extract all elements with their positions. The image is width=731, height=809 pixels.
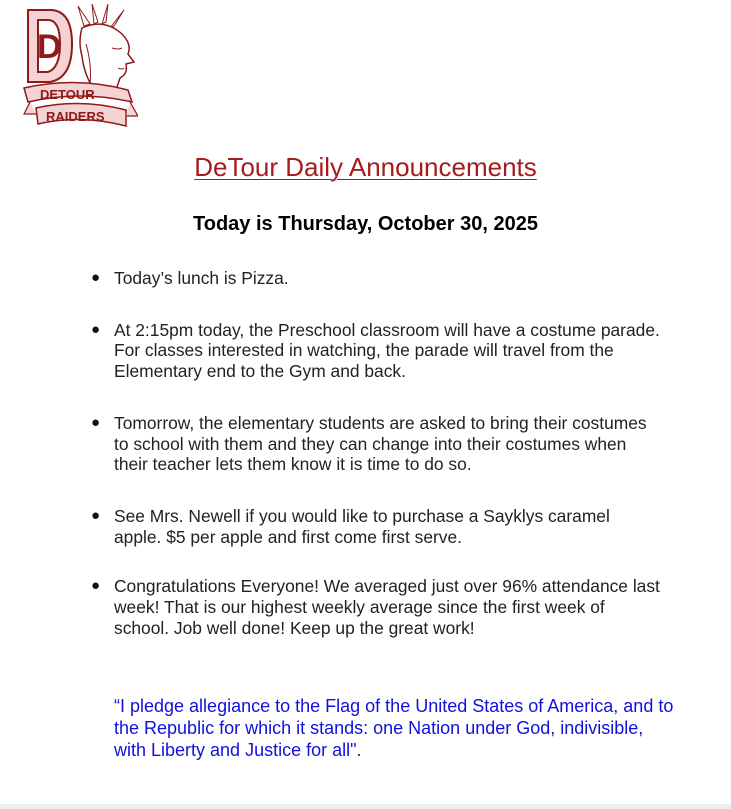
pledge-text: “I pledge allegiance to the Flag of the United States of America, and to the Republic for which it stands: one Nation under God, indivisible, with Liberty and Justice for all" xyxy=(114,696,674,760)
pledge-end-period: . xyxy=(356,740,362,760)
announcement-text: See Mrs. Newell if you would like to purchase a Sayklys caramel apple. $5 per apple and first come first serve. xyxy=(114,505,610,547)
announcement-text: At 2:15pm today, the Preschool classroom will have a costume parade. For classes interested in watching, the parade will travel from the Elementary end to the Gym and back. xyxy=(114,319,660,382)
announcement-text: Tomorrow, the elementary students are asked to bring their costumes to school with them and they can change into their costumes when their teacher lets them know it is time to do so. xyxy=(114,412,647,475)
page-title: DeTour Daily Announcements xyxy=(194,152,537,182)
announcement-text: Today’s lunch is Pizza. xyxy=(114,268,289,288)
bullet-icon: ● xyxy=(91,413,101,431)
list-item xyxy=(90,320,660,382)
announcement-text: Congratulations Everyone! We averaged just over 96% attendance last week! That is our highest weekly average since the first week of school. Job well done! Keep up the great work! xyxy=(114,576,660,638)
bullet-icon: ● xyxy=(91,506,101,524)
detour-raiders-logo-icon xyxy=(20,4,138,136)
logo-name-line1: DETOUR xyxy=(40,87,95,102)
bullet-icon: ● xyxy=(91,577,101,595)
bottom-divider xyxy=(0,804,731,809)
announcements-list xyxy=(90,268,660,638)
date-heading: Today is Thursday, October 30, 2025 xyxy=(193,213,538,235)
list-item xyxy=(90,506,660,547)
pledge-of-allegiance xyxy=(114,695,674,761)
bullet-icon: ● xyxy=(91,320,101,338)
list-item xyxy=(90,413,660,475)
logo-name-line2: RAIDERS xyxy=(46,109,105,124)
list-item xyxy=(90,268,660,289)
list-item xyxy=(90,576,660,638)
bullet-icon: ● xyxy=(91,269,101,286)
logo-letter: D xyxy=(37,28,62,66)
